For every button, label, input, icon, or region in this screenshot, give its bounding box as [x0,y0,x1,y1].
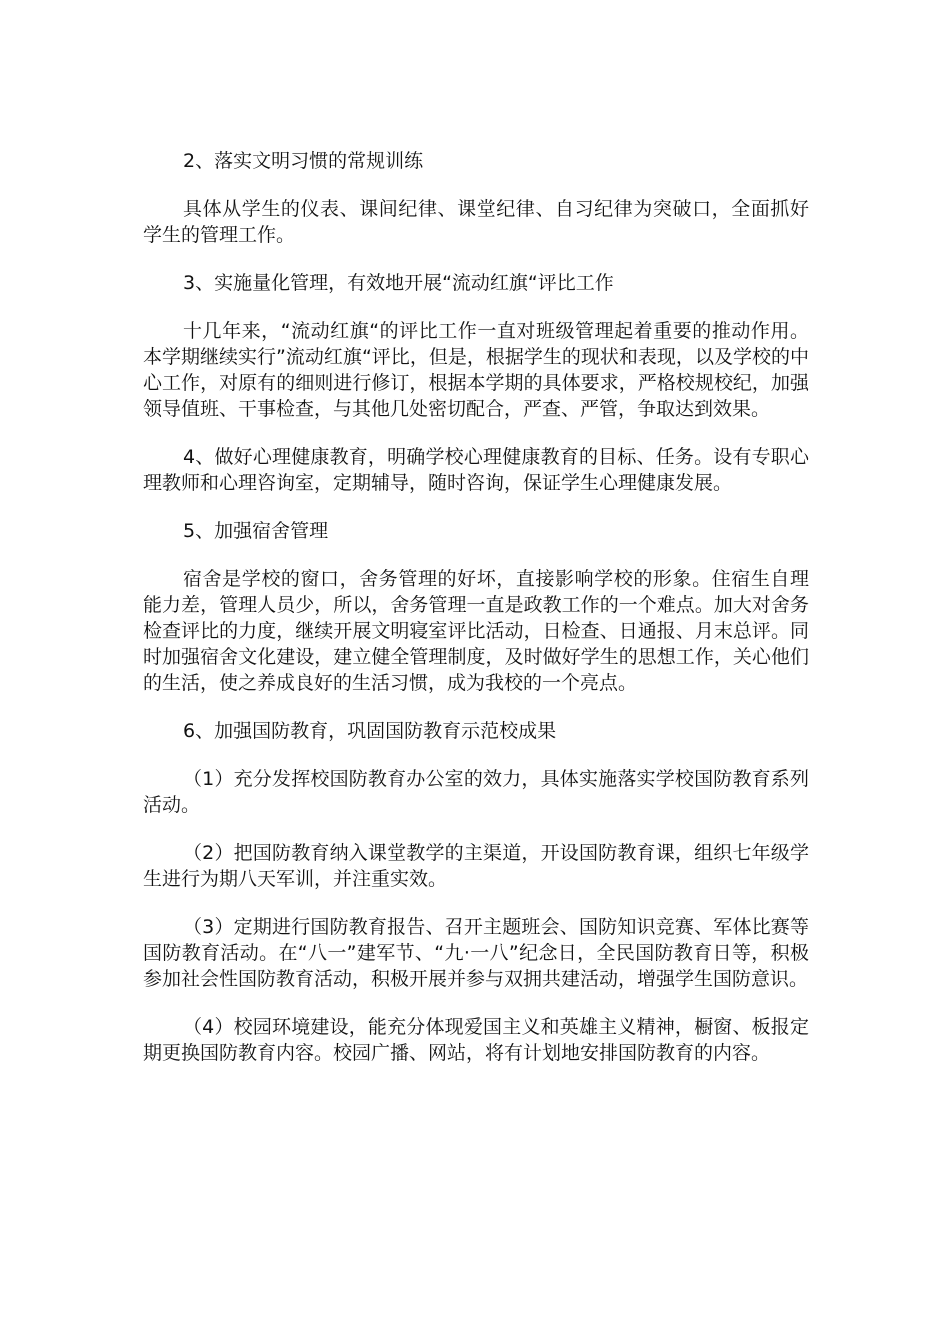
paragraph-red-flag-evaluation: 十几年来，“流动红旗“的评比工作一直对班级管理起着重要的推动作用。本学期继续实行”流动红旗“评比，但是，根据学生的现状和表现，以及学校的中心工作，对原有的细则进行修订，根据本学期的具体要求，严格校规校纪，加强领导值班、干事检查，与其他几处密切配合，严查、严管，争取达到效果。 [143,320,809,420]
heading-national-defense-education: 6、加强国防教育，巩固国防教育示范校成果 [183,720,557,742]
list-item-defense-1: （1）充分发挥校国防教育办公室的效力，具体实施落实学校国防教育系列活动。 [143,768,809,816]
paragraph-dormitory-details: 宿舍是学校的窗口，舍务管理的好坏，直接影响学校的形象。住宿生自理能力差，管理人员少，所以，舍务管理一直是政教工作的一个难点。加大对舍务检查评比的力度，继续开展文明寝室评比活动，日检查、日通报、月末总评。同时加强宿舍文化建设，建立健全管理制度，及时做好学生的思想工作，关心他们的生活，使之养成良好的生活习惯，成为我校的一个亮点。 [143,568,809,694]
paragraph-student-management: 具体从学生的仪表、课间纪律、课堂纪律、自习纪律为突破口，全面抓好学生的管理工作。 [143,198,809,246]
list-item-defense-4: （4）校园环境建设，能充分体现爱国主义和英雄主义精神，橱窗、板报定期更换国防教育内容。校园广播、网站，将有计划地安排国防教育的内容。 [143,1016,809,1064]
heading-civility-training: 2、落实文明习惯的常规训练 [183,150,424,172]
heading-dormitory-management: 5、加强宿舍管理 [183,520,329,542]
paragraph-mental-health-education: 4、做好心理健康教育，明确学校心理健康教育的目标、任务。设有专职心理教师和心理咨询室，定期辅导，随时咨询，保证学生心理健康发展。 [143,446,809,494]
document-page [143,148,809,1066]
list-item-defense-2: （2）把国防教育纳入课堂教学的主渠道，开设国防教育课，组织七年级学生进行为期八天军训，并注重实效。 [143,842,809,890]
list-item-defense-3: （3）定期进行国防教育报告、召开主题班会、国防知识竞赛、军体比赛等国防教育活动。在“八一”建军节、“九·一八”纪念日，全民国防教育日等，积极参加社会性国防教育活动，积极开展并参与双拥共建活动，增强学生国防意识。 [143,916,809,990]
heading-quantified-management: 3、实施量化管理，有效地开展“流动红旗“评比工作 [183,272,614,294]
